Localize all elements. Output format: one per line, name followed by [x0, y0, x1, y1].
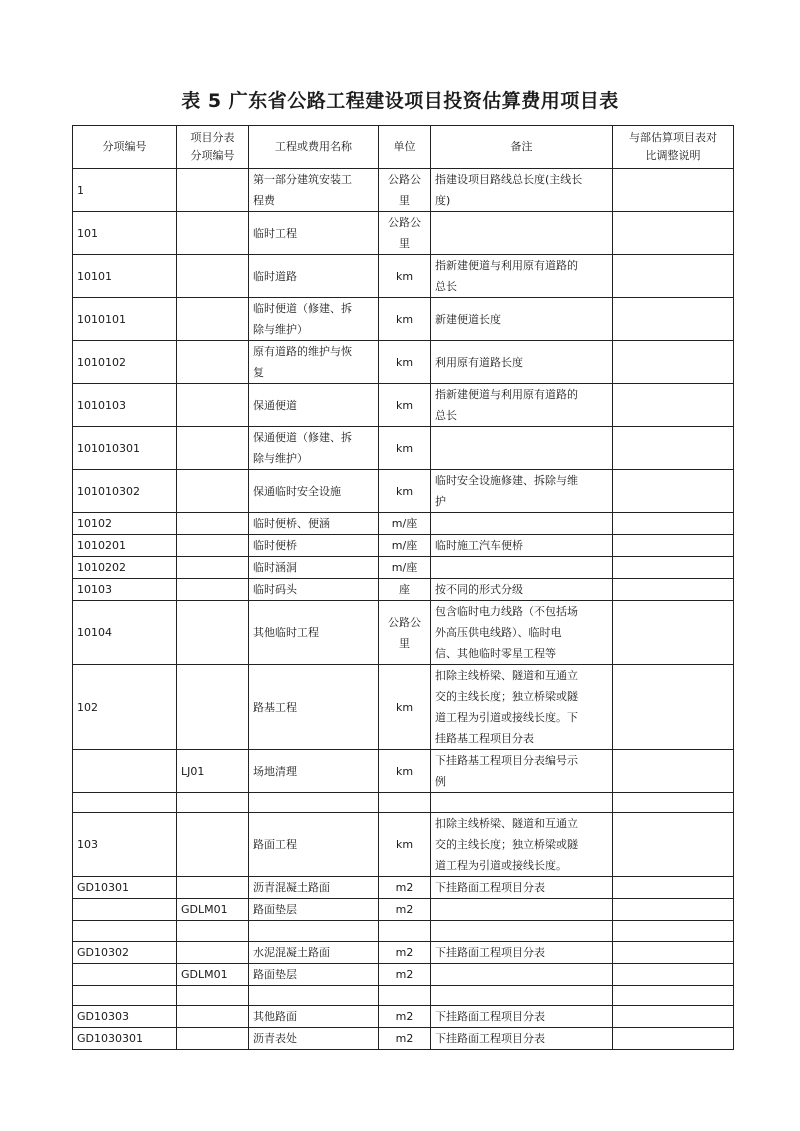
cell-item-code: 1010103 [73, 384, 177, 427]
cell-item-code [73, 964, 177, 986]
cell-sub-code [177, 986, 249, 1006]
cell-adjustment [613, 513, 734, 535]
cell-unit: 公路公 里 [379, 169, 431, 212]
cell-unit: km [379, 255, 431, 298]
cell-name [249, 921, 379, 942]
cell-sub-code [177, 427, 249, 470]
cell-adjustment [613, 877, 734, 899]
table-row [73, 964, 734, 986]
table-row [73, 169, 734, 212]
cell-unit: m2 [379, 1006, 431, 1028]
cell-note: 下挂路面工程项目分表 [431, 877, 613, 899]
table-row [73, 793, 734, 813]
cell-item-code: 1010201 [73, 535, 177, 557]
cell-note [431, 513, 613, 535]
cell-item-code: GD10302 [73, 942, 177, 964]
table-header-row [73, 126, 734, 169]
table-row [73, 986, 734, 1006]
cell-item-code: 102 [73, 665, 177, 750]
cell-unit: km [379, 470, 431, 513]
table-row [73, 255, 734, 298]
table-row [73, 921, 734, 942]
table-row [73, 384, 734, 427]
cell-unit: km [379, 427, 431, 470]
table-row [73, 750, 734, 793]
cell-note: 指新建便道与利用原有道路的 总长 [431, 255, 613, 298]
cell-sub-code [177, 384, 249, 427]
cost-items-table [72, 125, 734, 1050]
cell-item-code: 1010101 [73, 298, 177, 341]
cell-adjustment [613, 470, 734, 513]
header-adjustment: 与部估算项目表对 比调整说明 [613, 126, 734, 169]
cell-note: 利用原有道路长度 [431, 341, 613, 384]
cell-item-code [73, 750, 177, 793]
cell-note: 下挂路基工程项目分表编号示 例 [431, 750, 613, 793]
cell-adjustment [613, 921, 734, 942]
cell-name: 路面垫层 [249, 964, 379, 986]
cell-note: 指新建便道与利用原有道路的 总长 [431, 384, 613, 427]
cell-item-code: 10102 [73, 513, 177, 535]
cell-item-code: 1010202 [73, 557, 177, 579]
cell-sub-code [177, 255, 249, 298]
cell-name: 沥青混凝土路面 [249, 877, 379, 899]
header-item-code: 分项编号 [73, 126, 177, 169]
cell-sub-code [177, 877, 249, 899]
cell-name: 保通便道 [249, 384, 379, 427]
cell-name: 路基工程 [249, 665, 379, 750]
document-title: 表 5 广东省公路工程建设项目投资估算费用项目表 [181, 90, 619, 112]
cell-name: 临时码头 [249, 579, 379, 601]
cell-name: 临时便道（修建、拆 除与维护） [249, 298, 379, 341]
cell-adjustment [613, 579, 734, 601]
cell-item-code: GD10301 [73, 877, 177, 899]
cell-adjustment [613, 212, 734, 255]
cell-adjustment [613, 557, 734, 579]
cell-note: 包含临时电力线路（不包括场 外高压供电线路）、临时电 信、其他临时零星工程等 [431, 601, 613, 665]
cell-item-code: GD10303 [73, 1006, 177, 1028]
table-row [73, 427, 734, 470]
cell-unit [379, 986, 431, 1006]
cell-item-code: 10103 [73, 579, 177, 601]
table-row [73, 341, 734, 384]
cell-unit: m2 [379, 964, 431, 986]
table-row [73, 899, 734, 921]
cell-item-code: 101010301 [73, 427, 177, 470]
table-row [73, 877, 734, 899]
cell-adjustment [613, 986, 734, 1006]
table-row [73, 813, 734, 877]
cell-unit: 公路公 里 [379, 212, 431, 255]
cell-unit: m/座 [379, 557, 431, 579]
cell-note [431, 921, 613, 942]
cell-name: 临时道路 [249, 255, 379, 298]
cell-adjustment [613, 535, 734, 557]
table-row [73, 579, 734, 601]
cell-sub-code: GDLM01 [177, 964, 249, 986]
cell-name: 路面工程 [249, 813, 379, 877]
cell-unit: 座 [379, 579, 431, 601]
cell-adjustment [613, 750, 734, 793]
cell-sub-code [177, 557, 249, 579]
cell-adjustment [613, 899, 734, 921]
cell-sub-code [177, 1028, 249, 1050]
cell-item-code: 10101 [73, 255, 177, 298]
cell-name [249, 793, 379, 813]
cell-sub-code: GDLM01 [177, 899, 249, 921]
cell-adjustment [613, 341, 734, 384]
table-row [73, 1028, 734, 1050]
cell-sub-code [177, 341, 249, 384]
cell-item-code: 1 [73, 169, 177, 212]
cell-unit: m2 [379, 1028, 431, 1050]
cell-sub-code [177, 513, 249, 535]
cell-item-code [73, 793, 177, 813]
table-row [73, 212, 734, 255]
header-name: 工程或费用名称 [249, 126, 379, 169]
cell-name: 其他路面 [249, 1006, 379, 1028]
cell-unit: m/座 [379, 535, 431, 557]
cell-note [431, 793, 613, 813]
cell-adjustment [613, 665, 734, 750]
cell-note: 指建设项目路线总长度(主线长 度) [431, 169, 613, 212]
table-row [73, 513, 734, 535]
cell-unit: km [379, 813, 431, 877]
table-row [73, 942, 734, 964]
cell-sub-code [177, 1006, 249, 1028]
cell-item-code [73, 986, 177, 1006]
cell-name: 临时工程 [249, 212, 379, 255]
cell-name: 临时涵洞 [249, 557, 379, 579]
cell-note [431, 557, 613, 579]
cell-unit: km [379, 298, 431, 341]
table-row [73, 535, 734, 557]
cell-note: 下挂路面工程项目分表 [431, 1006, 613, 1028]
cell-adjustment [613, 169, 734, 212]
cell-item-code: 1010102 [73, 341, 177, 384]
cell-note: 下挂路面工程项目分表 [431, 1028, 613, 1050]
cell-unit: m2 [379, 899, 431, 921]
cell-unit: m2 [379, 942, 431, 964]
header-unit: 单位 [379, 126, 431, 169]
cell-unit: m2 [379, 877, 431, 899]
cell-sub-code [177, 298, 249, 341]
cell-name: 原有道路的维护与恢 复 [249, 341, 379, 384]
cell-name: 沥青表处 [249, 1028, 379, 1050]
cell-note: 下挂路面工程项目分表 [431, 942, 613, 964]
cell-name: 第一部分建筑安装工 程费 [249, 169, 379, 212]
cell-item-code: 10104 [73, 601, 177, 665]
cell-unit: km [379, 384, 431, 427]
cell-adjustment [613, 601, 734, 665]
table-row [73, 665, 734, 750]
cell-unit [379, 921, 431, 942]
cell-sub-code [177, 793, 249, 813]
cell-note: 扣除主线桥梁、隧道和互通立 交的主线长度；独立桥梁或隧 道工程为引道或接线长度。 [431, 813, 613, 877]
cell-sub-code [177, 601, 249, 665]
cell-note: 临时施工汽车便桥 [431, 535, 613, 557]
cell-item-code [73, 899, 177, 921]
cell-adjustment [613, 942, 734, 964]
cell-name: 保通临时安全设施 [249, 470, 379, 513]
cell-note [431, 899, 613, 921]
cell-sub-code: LJ01 [177, 750, 249, 793]
header-note: 备注 [431, 126, 613, 169]
cell-sub-code [177, 942, 249, 964]
cell-sub-code [177, 813, 249, 877]
table-row [73, 470, 734, 513]
cell-unit: km [379, 341, 431, 384]
cell-sub-code [177, 212, 249, 255]
cell-unit: m/座 [379, 513, 431, 535]
cell-note [431, 427, 613, 470]
cell-note [431, 964, 613, 986]
cell-item-code: GD1030301 [73, 1028, 177, 1050]
cell-note [431, 986, 613, 1006]
table-row [73, 601, 734, 665]
cell-item-code: 101010302 [73, 470, 177, 513]
cell-unit [379, 793, 431, 813]
cell-sub-code [177, 535, 249, 557]
cell-name: 临时便桥、便涵 [249, 513, 379, 535]
table-row [73, 298, 734, 341]
cell-note: 新建便道长度 [431, 298, 613, 341]
cell-adjustment [613, 255, 734, 298]
table-row [73, 557, 734, 579]
cell-adjustment [613, 964, 734, 986]
cell-unit: km [379, 665, 431, 750]
cell-note [431, 212, 613, 255]
cell-adjustment [613, 1006, 734, 1028]
cell-adjustment [613, 813, 734, 877]
cell-note: 按不同的形式分级 [431, 579, 613, 601]
cell-name [249, 986, 379, 1006]
cell-sub-code [177, 579, 249, 601]
cell-adjustment [613, 793, 734, 813]
cell-name: 其他临时工程 [249, 601, 379, 665]
cell-unit: km [379, 750, 431, 793]
cell-name: 场地清理 [249, 750, 379, 793]
cell-item-code [73, 921, 177, 942]
cell-item-code: 101 [73, 212, 177, 255]
cell-name: 水泥混凝土路面 [249, 942, 379, 964]
cell-note: 临时安全设施修建、拆除与维 护 [431, 470, 613, 513]
cell-adjustment [613, 427, 734, 470]
cell-sub-code [177, 665, 249, 750]
header-sub-code: 项目分表 分项编号 [177, 126, 249, 169]
table-row [73, 1006, 734, 1028]
cell-adjustment [613, 298, 734, 341]
cell-sub-code [177, 921, 249, 942]
cell-adjustment [613, 384, 734, 427]
cell-name: 临时便桥 [249, 535, 379, 557]
cell-unit: 公路公 里 [379, 601, 431, 665]
cell-sub-code [177, 169, 249, 212]
cell-item-code: 103 [73, 813, 177, 877]
cell-sub-code [177, 470, 249, 513]
cell-adjustment [613, 1028, 734, 1050]
cell-name: 路面垫层 [249, 899, 379, 921]
cell-name: 保通便道（修建、拆 除与维护） [249, 427, 379, 470]
cell-note: 扣除主线桥梁、隧道和互通立 交的主线长度；独立桥梁或隧 道工程为引道或接线长度。下 挂路基工程项目分表 [431, 665, 613, 750]
